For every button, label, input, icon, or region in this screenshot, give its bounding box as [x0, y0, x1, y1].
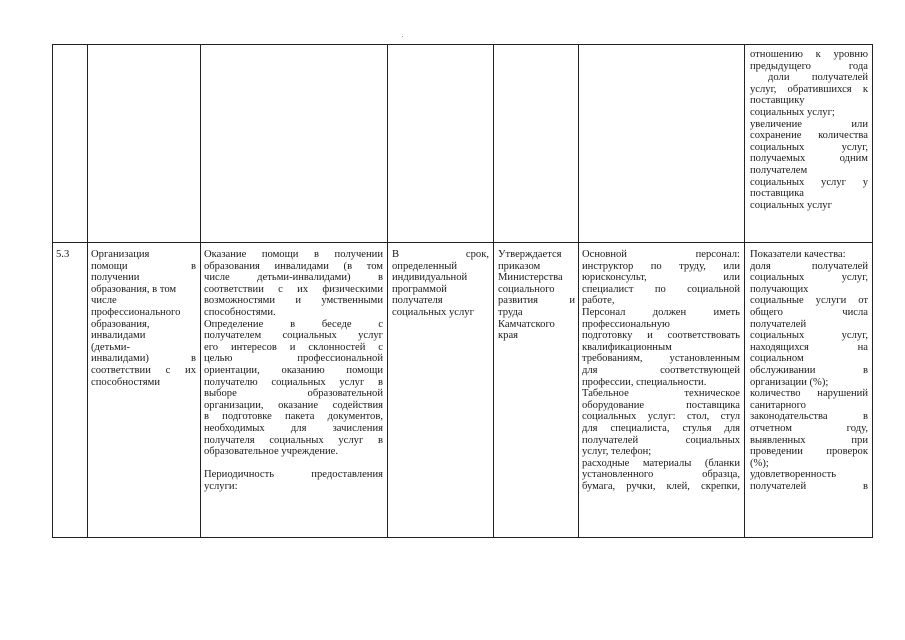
text-line: соответствии с их: [91, 364, 196, 376]
column-border: [387, 44, 388, 538]
text-line: края: [498, 330, 519, 342]
text-line: бумага, ручки, клей, скрепки,: [582, 480, 740, 492]
text-line: Утверждается: [498, 249, 562, 260]
text-line: Основной персонал:: [582, 249, 740, 260]
text-line: количество нарушений: [750, 388, 868, 400]
text-line: обслуживании в: [750, 364, 868, 376]
column-border: [744, 44, 745, 538]
text-line: получателем социальных услуг: [204, 330, 383, 342]
text-line: Оказание помощи в получении: [204, 249, 383, 260]
column-border: [200, 44, 201, 538]
text-line: возможностями и умственными: [204, 295, 383, 307]
text-line: удовлетворенность: [750, 469, 837, 481]
text-line: помощи в: [91, 260, 196, 272]
text-line: санитарного: [750, 399, 806, 411]
text-line: получателя: [392, 295, 443, 307]
text-line: целью профессиональной: [204, 353, 383, 365]
text-line: приказом: [498, 260, 541, 272]
text-line: инвалидами) в: [91, 353, 196, 365]
text-line: получателя социальных услуг в: [204, 434, 383, 446]
text-line: социальных услуг: стол, стул: [582, 411, 740, 423]
text-line: требованиям, установленным: [582, 353, 740, 365]
text-line: получающих: [750, 283, 809, 295]
text-line: труда: [498, 306, 523, 318]
text-line: в подготовке пакета документов,: [204, 411, 383, 423]
text-line: Камчатского: [498, 318, 555, 330]
text-line: получаемых одним: [750, 153, 868, 165]
text-line: образования инвалидами (в том: [204, 260, 383, 272]
text-line: Персонал должен иметь: [582, 306, 740, 318]
text-line: (детьми-: [91, 341, 130, 353]
text-line: необходимых для зачисления: [204, 422, 383, 434]
text-line: программой: [392, 283, 447, 295]
text-line: установленного образца,: [582, 469, 740, 481]
column-border: [872, 44, 873, 538]
text-line: его интересов и склонностей с: [204, 341, 383, 353]
text-line: получателем: [750, 164, 808, 176]
conditions-cell: [582, 249, 740, 536]
text-line: для соответствующей: [582, 364, 740, 376]
text-line: предыдущего года: [750, 60, 868, 72]
text-line: социального: [498, 283, 555, 295]
text-line: сохранение количества: [750, 130, 868, 142]
text-line: числе: [91, 295, 117, 307]
regulation-cell: [498, 249, 575, 342]
text-line: Министерства: [498, 272, 563, 284]
text-line: общего числа: [750, 306, 868, 318]
text-line: получателю социальных услуг в: [204, 376, 383, 388]
text-line: инструктор по труду, или: [582, 260, 740, 272]
text-line: социальных услуг;: [750, 106, 835, 118]
column-border: [52, 44, 53, 538]
text-line: доли получателей: [768, 72, 868, 84]
text-line: социальном: [750, 353, 804, 365]
text-line: услуг, обратившихся к: [750, 83, 868, 95]
term-cell: [392, 249, 489, 319]
text-line: поставщику: [750, 95, 805, 107]
text-line: услуги:: [204, 480, 238, 492]
text-line: ориентации, оказанию помощи: [204, 364, 383, 376]
text-line: образования,: [91, 318, 150, 330]
text-line: получателей в: [750, 480, 868, 492]
text-line: Табельное техническое: [582, 388, 740, 400]
text-line: соответствии с их физическими: [204, 283, 383, 295]
text-line: (%);: [750, 457, 769, 469]
text-line: специалист по социальной: [582, 283, 740, 295]
text-line: работе,: [582, 295, 615, 307]
text-line: социальных услуг: [392, 306, 474, 318]
column-border: [87, 44, 88, 538]
text-line: профессионального: [91, 306, 181, 318]
text-line: организации, оказание содействия: [204, 399, 383, 411]
text-line: для специалиста, стулья для: [582, 422, 740, 434]
text-line: социальные услуги от: [750, 295, 868, 307]
text-line: Периодичность предоставления: [204, 469, 383, 481]
text-line: выявленных при: [750, 434, 868, 446]
prev-row-indicators-cell: [750, 49, 868, 241]
text-line: социальных услуг: [750, 199, 832, 211]
text-line: отношению к уровню: [750, 49, 868, 60]
text-line: социальных услуг,: [750, 141, 868, 153]
text-line: оборудование поставщика: [582, 399, 740, 411]
table-top-border: [52, 44, 872, 45]
text-line: профессии, специальности.: [582, 376, 707, 388]
text-line: профессиональную: [582, 318, 670, 330]
text-line: юрисконсульт, или: [582, 272, 740, 284]
text-line: способностями.: [204, 306, 276, 318]
text-line: доля получателей: [750, 260, 868, 272]
service-name-cell: [91, 249, 196, 388]
text-line: услуг, телефон;: [582, 446, 652, 458]
column-border: [578, 44, 579, 538]
quality-indicators-cell: [750, 249, 868, 536]
scan-speck: [402, 36, 403, 37]
text-line: инвалидами: [91, 330, 146, 342]
text-line: числе детьми-инвалидами) в: [204, 272, 383, 284]
text-line: отчетном году,: [750, 422, 868, 434]
text-line: социальных услуг,: [750, 330, 868, 342]
text-line: социальных услуг,: [750, 272, 868, 284]
row-number-cell: [56, 249, 84, 261]
text-line: Организация: [91, 249, 150, 260]
text-line: получении: [91, 272, 140, 284]
text-line: развития и: [498, 295, 575, 307]
text-line: определенный: [392, 260, 458, 272]
text-line: индивидуальной: [392, 272, 468, 284]
text-line: проведении проверок: [750, 446, 868, 458]
text-line: способностями: [91, 376, 160, 388]
text-line: получателей социальных: [582, 434, 740, 446]
row-number: 5.3: [56, 249, 70, 260]
text-line: квалификационным: [582, 341, 672, 353]
text-line: подготовку и соответствовать: [582, 330, 740, 342]
text-line: [204, 458, 383, 470]
table-bottom-border: [52, 537, 872, 538]
text-line: В срок,: [392, 249, 489, 260]
text-line: социальных услуг у: [750, 176, 868, 188]
text-line: расходные материалы (бланки: [582, 457, 740, 469]
text-line: выборе образовательной: [204, 388, 383, 400]
text-line: получателей: [750, 318, 807, 330]
text-line: увеличение или: [750, 118, 868, 130]
column-border: [493, 44, 494, 538]
row-divider: [52, 242, 872, 243]
service-description-cell: [204, 249, 383, 536]
text-line: поставщика: [750, 188, 804, 200]
text-line: организации (%);: [750, 376, 829, 388]
text-line: Определение в беседе с: [204, 318, 383, 330]
text-line: находящихся на: [750, 341, 868, 353]
text-line: Показатели качества:: [750, 249, 846, 260]
text-line: образовательное учреждение.: [204, 446, 339, 458]
text-line: законодательства в: [750, 411, 868, 423]
text-line: образования, в том: [91, 283, 177, 295]
